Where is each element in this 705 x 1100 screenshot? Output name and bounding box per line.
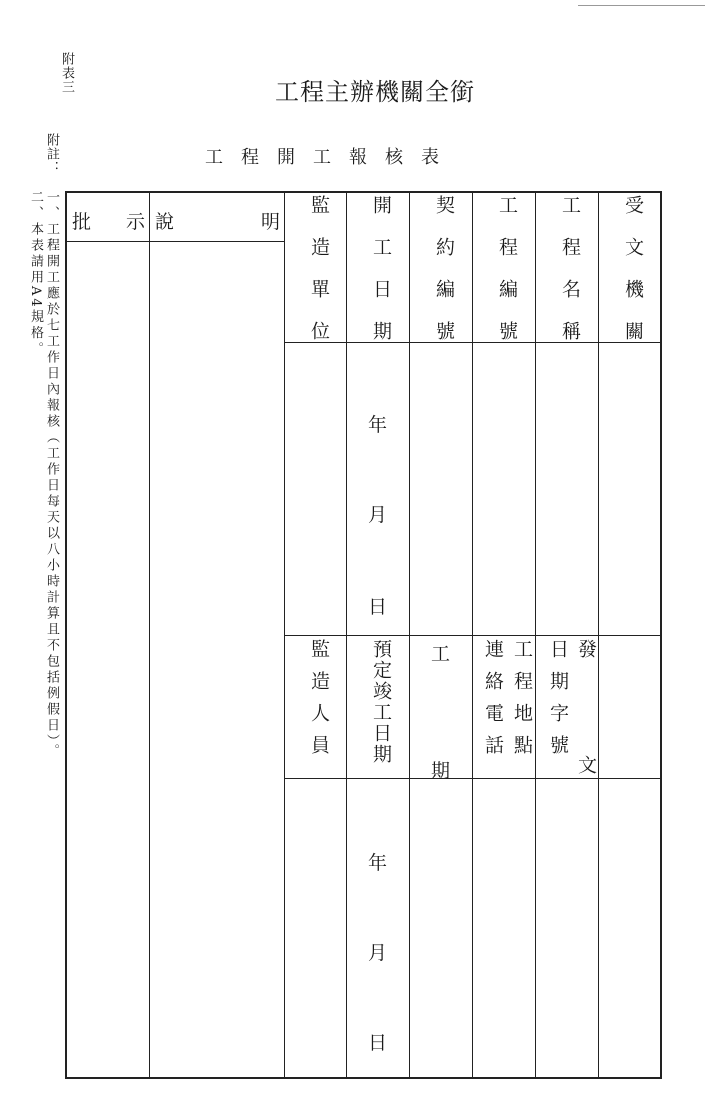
header-contract-number: 契約編號 xyxy=(433,195,455,363)
header-project-location: 工程地點 xyxy=(511,639,533,767)
row-divider xyxy=(284,342,661,343)
table-border-left xyxy=(65,191,67,1079)
completion-date-month: 月 xyxy=(368,942,388,964)
row-divider xyxy=(284,635,661,636)
table-border-top xyxy=(65,191,662,193)
start-date-day: 日 xyxy=(368,596,388,618)
completion-date-day: 日 xyxy=(368,1032,388,1054)
completion-date-year: 年 xyxy=(368,852,388,874)
header-receiving-agency: 受文機關 xyxy=(622,195,644,363)
header-duration-bottom: 期 xyxy=(431,760,451,782)
header-pi: 批 xyxy=(72,211,92,233)
header-ming: 明 xyxy=(261,211,281,233)
header-dispatch-date-number: 日期字號 xyxy=(547,639,569,767)
header-duration-top: 工 xyxy=(431,643,451,665)
start-date-year: 年 xyxy=(368,414,388,436)
header-project-number: 工程編號 xyxy=(496,195,518,363)
row-divider xyxy=(65,241,285,242)
header-start-date: 開工日期 xyxy=(370,195,392,363)
form-title: 工 程 開 工 報 核 表 xyxy=(205,147,439,168)
col-divider xyxy=(149,191,150,1079)
header-shi: 示 xyxy=(126,211,146,233)
header-completion-date: 預定竣工日期 xyxy=(370,639,392,765)
header-contact-phone: 連絡電話 xyxy=(482,639,504,767)
header-supervisor-unit: 監造單位 xyxy=(308,195,330,363)
table-border-bottom xyxy=(65,1077,662,1079)
header-supervisor-staff: 監造人員 xyxy=(308,639,330,767)
note-1: 一、工程開工應於七工作日內報核（工作日每天以八小時計算且不包括例假日）。 xyxy=(44,190,59,760)
appendix-label: 附表三 xyxy=(59,52,74,94)
org-title: 工程主辦機關全銜 xyxy=(275,78,475,106)
notes-label: 附註： xyxy=(44,133,59,175)
header-shuo: 說 xyxy=(155,211,175,233)
row-divider xyxy=(284,778,661,779)
note-2: 二、本表請用A4規格。 xyxy=(28,190,43,358)
header-project-name: 工程名稱 xyxy=(559,195,581,363)
header-dispatch-label: 發文 xyxy=(575,639,597,871)
start-date-month: 月 xyxy=(368,504,388,526)
